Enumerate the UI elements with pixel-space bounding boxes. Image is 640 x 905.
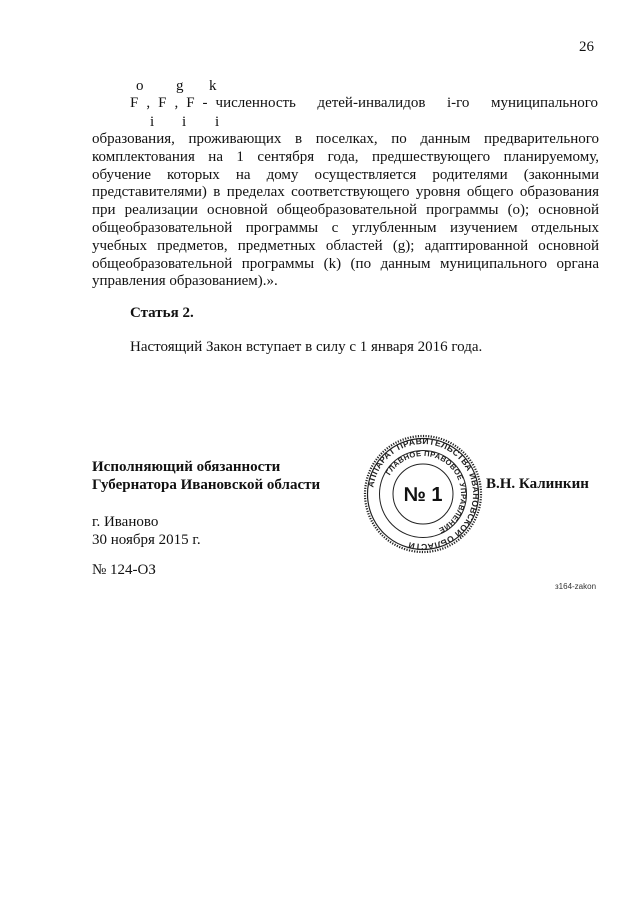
paragraph-line: управления образованием).». <box>92 273 278 290</box>
page-number: 26 <box>579 39 594 55</box>
paragraph-line: учебных предметов, предметных областей (g); адаптированной основной <box>92 237 599 254</box>
signatory-title-line: Губернатора Ивановской области <box>92 477 321 493</box>
seal-inner-text: ГЛАВНОЕ ПРАВОВОЕ УПРАВЛЕНИЕ <box>383 448 469 536</box>
paragraph-line: образования, проживающих в поселках, по данным предварительного <box>92 131 599 147</box>
article-title: Статья 2. <box>130 305 194 321</box>
law-text: Настоящий Закон вступает в силу с 1 января 2016 года. <box>130 339 483 355</box>
formula-symbol: F <box>130 95 139 111</box>
formula-symbol: F <box>186 95 195 111</box>
subscript-i: i <box>182 114 187 130</box>
superscript-k: k <box>209 78 217 94</box>
formula-symbol: , <box>146 95 151 111</box>
formula-symbol: - <box>202 95 208 111</box>
paragraph-line: представителями) в пределах соответствующего уровня общего образования <box>92 184 599 201</box>
signatory-title-line: Исполняющий обязанности <box>92 459 281 475</box>
superscript-o: o <box>136 78 144 94</box>
official-seal <box>363 434 483 554</box>
date: 30 ноября 2015 г. <box>92 532 201 548</box>
formula-description: численность детей-инвалидов i-го муниципального <box>215 95 598 111</box>
paragraph-line: комплектования на 1 сентября года, предшествующего планируемому, <box>92 148 599 165</box>
paragraph-line: общеобразовательной программы (k) (по данным муниципального органа <box>92 255 599 272</box>
formula-symbol: , <box>174 95 179 111</box>
seal-outer-text: АППАРАТ ПРАВИТЕЛЬСТВА ИВАНОВСКОЙ ОБЛАСТИ <box>365 435 482 553</box>
seal-center-number: № 1 <box>403 484 443 506</box>
place: г. Иваново <box>92 514 159 530</box>
superscript-g: g <box>176 78 184 94</box>
signatory-title <box>92 458 320 494</box>
place-and-date <box>92 513 201 549</box>
paragraph-line: общеобразовательной программы с углубленным изучением отдельных <box>92 219 599 236</box>
subscript-i: i <box>150 114 155 130</box>
signatory-name: В.Н. Калинкин <box>486 476 589 492</box>
law-number: № 124-ОЗ <box>92 562 156 578</box>
paragraph-line: обучение которых на дому осуществляется родителями (законными <box>92 166 599 183</box>
formula-symbol: F <box>158 95 167 111</box>
body-paragraph <box>92 131 599 291</box>
subscript-i: i <box>215 114 220 130</box>
paragraph-line: при реализации основной общеобразовательной программы (о); основной <box>92 202 599 219</box>
document-code: з164-zakon <box>555 582 597 591</box>
formula-line <box>130 95 598 112</box>
